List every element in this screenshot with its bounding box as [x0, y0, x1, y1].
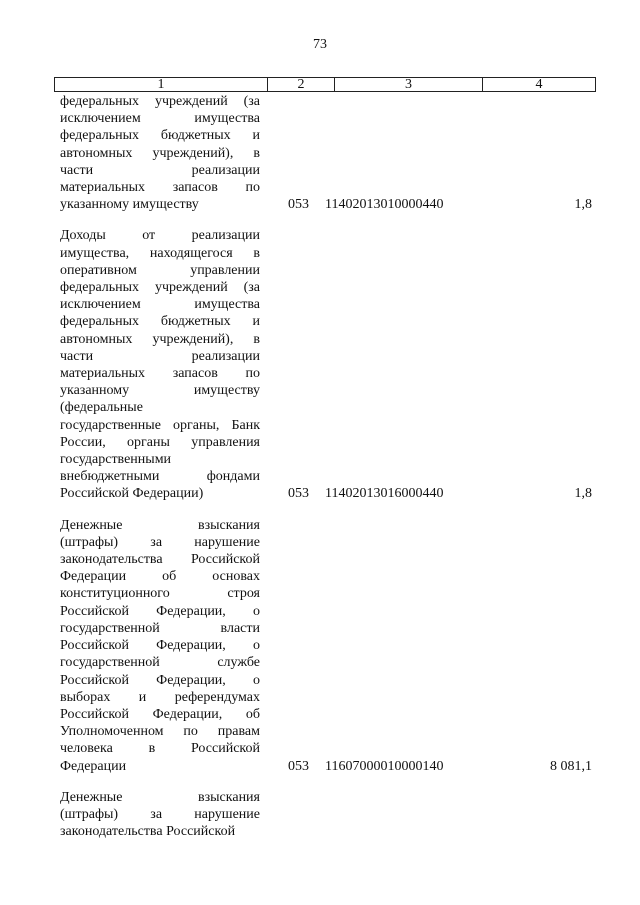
description-line: исключением имущества	[60, 111, 260, 127]
header-col-2: 2	[267, 78, 334, 91]
description-line: государственной власти	[60, 620, 260, 636]
description-line: федеральных бюджетных и	[60, 314, 260, 330]
row-gap	[60, 775, 600, 789]
description-line: (штрафы) за нарушение	[60, 534, 260, 550]
description-line: человека в Российской	[60, 741, 260, 757]
description-line: имущества, находящегося в	[60, 245, 260, 261]
admin-code: 053	[288, 758, 309, 774]
description-line: (федеральные	[60, 400, 143, 416]
description-line: автономных учреждений), в	[60, 331, 260, 347]
description-line: оперативном управлении	[60, 262, 260, 278]
description-line: материальных запасов по	[60, 180, 260, 196]
description-line: Российской Федерации, о	[60, 638, 260, 654]
page-number: 73	[313, 37, 327, 52]
row-description	[60, 789, 260, 841]
description-line: исключением имущества	[60, 297, 260, 313]
description-line: Российской Федерации, об	[60, 706, 260, 722]
table-row	[60, 93, 600, 213]
description-line: указанному имуществу	[60, 383, 260, 399]
budget-class-code: 11402013016000440	[325, 486, 444, 502]
admin-code: 053	[288, 486, 309, 502]
description-line: части реализации	[60, 162, 260, 178]
description-line: государственными	[60, 452, 172, 468]
row-gap	[60, 213, 600, 227]
description-line: федеральных учреждений (за	[60, 280, 260, 296]
description-line: указанному имуществу	[60, 197, 199, 213]
description-line: России, органы управления	[60, 434, 260, 450]
description-line: (штрафы) за нарушение	[60, 806, 260, 822]
table-row	[60, 517, 600, 775]
table-header	[54, 77, 596, 92]
description-line: части реализации	[60, 348, 260, 364]
header-col-3: 3	[334, 78, 482, 91]
description-line: законодательства Российской	[60, 824, 236, 840]
table-row	[60, 227, 600, 502]
header-col-4: 4	[482, 78, 595, 91]
table-row	[60, 789, 600, 841]
description-line: Российской Федерации, о	[60, 672, 260, 688]
row-description	[60, 93, 260, 213]
budget-class-code: 11607000010000140	[325, 758, 444, 774]
admin-code: 053	[288, 197, 309, 213]
description-line: Российской Федерации, о	[60, 603, 260, 619]
table-body	[60, 93, 600, 840]
row-description	[60, 517, 260, 775]
description-line: федеральных учреждений (за	[60, 94, 260, 109]
description-line: внебюджетными фондами	[60, 469, 260, 485]
row-description	[60, 227, 260, 502]
description-line: материальных запасов по	[60, 366, 260, 382]
budget-class-code: 11402013010000440	[325, 197, 444, 213]
header-col-1: 1	[157, 77, 165, 92]
description-line: Российской Федерации)	[60, 486, 204, 502]
amount: 1,8	[574, 486, 592, 502]
description-line: Уполномоченном по правам	[60, 724, 260, 740]
description-line: государственной службе	[60, 655, 260, 671]
row-gap	[60, 503, 600, 517]
description-line: Денежные взыскания	[60, 517, 260, 533]
description-line: федеральных бюджетных и	[60, 128, 260, 144]
description-line: Доходы от реализации	[60, 228, 260, 244]
description-line: Федерации	[60, 758, 127, 774]
description-line: законодательства Российской	[60, 552, 260, 568]
description-line: выборах и референдумах	[60, 689, 260, 705]
description-line: государственные органы, Банк	[60, 417, 260, 433]
amount: 1,8	[574, 197, 592, 213]
description-line: автономных учреждений), в	[60, 145, 260, 161]
description-line: Денежные взыскания	[60, 789, 260, 805]
amount: 8 081,1	[550, 758, 592, 774]
description-line: Федерации об основах	[60, 569, 260, 585]
description-line: конституционного строя	[60, 586, 260, 602]
